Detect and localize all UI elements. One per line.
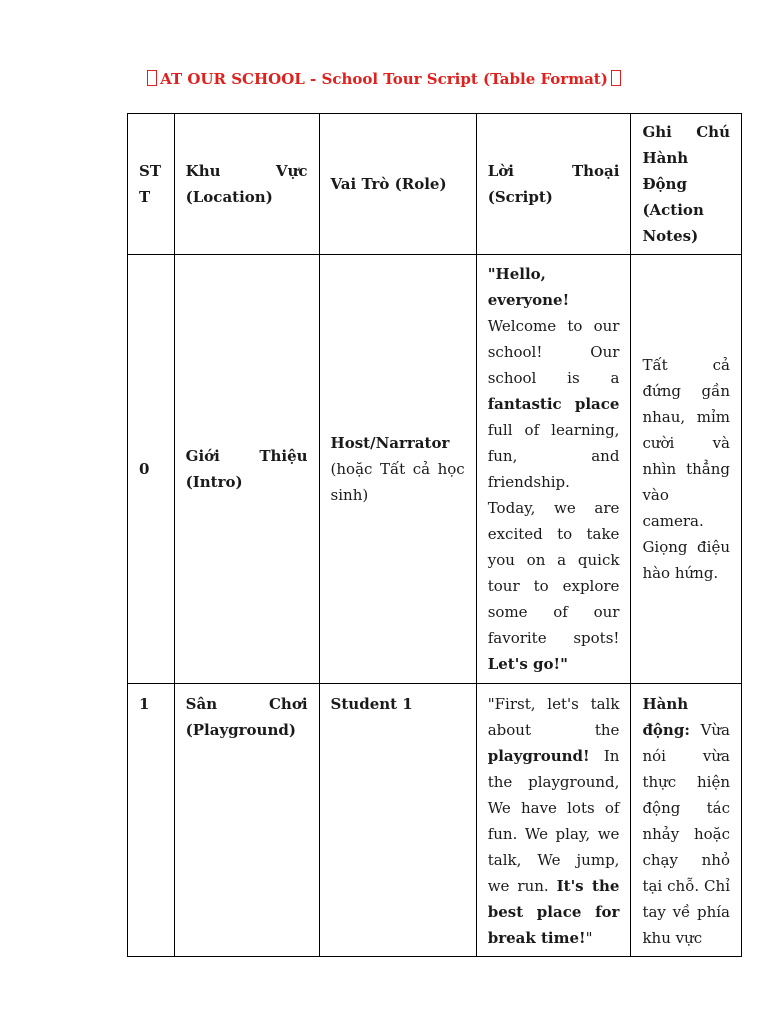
row-notes: Hành động: Vừa nói vừa thực hiện động tác nhảy hoặc chạy nhỏ tại chỗ. Chỉ tay về phía khu vực [631, 684, 742, 957]
header-notes: Ghi Chú Hành Động (Action Notes) [631, 114, 742, 255]
row-script: "First, let's talk about the playground! In the playground, We have lots of fun. We play, we talk, We jump, we run. It's the best place for break time!" [476, 684, 631, 957]
header-script: Lời Thoại (Script) [476, 114, 631, 255]
row-script: "Hello, everyone! Welcome to our school! Our school is a fantastic place full of learning, fun, and friendship. Today, we are excited to take you on a quick tour to explore some of our favorite spots! Let's go!" [476, 255, 631, 684]
row-role: Student 1 [319, 684, 476, 957]
row-stt: 0 [128, 255, 175, 684]
table-row [128, 255, 742, 684]
row-notes: Tất cả đứng gần nhau, mỉm cười và nhìn thẳng vào camera. Giọng điệu hào hứng. [631, 255, 742, 684]
document-title [0, 68, 768, 90]
row-location: Giới Thiệu (Intro) [174, 255, 319, 684]
header-location: Khu Vực (Location) [174, 114, 319, 255]
row-location: Sân Chơi (Playground) [174, 684, 319, 957]
script-table [127, 113, 742, 957]
row-stt: 1 [128, 684, 175, 957]
header-role: Vai Trò (Role) [319, 114, 476, 255]
missing-glyph-icon [147, 70, 157, 86]
table-row [128, 684, 742, 957]
document-title-text: AT OUR SCHOOL - School Tour Script (Table Format) [160, 70, 608, 88]
missing-glyph-icon [611, 70, 621, 86]
header-stt: STT [128, 114, 175, 255]
table-header-row [128, 114, 742, 255]
row-role: Host/Narrator (hoặc Tất cả học sinh) [319, 255, 476, 684]
